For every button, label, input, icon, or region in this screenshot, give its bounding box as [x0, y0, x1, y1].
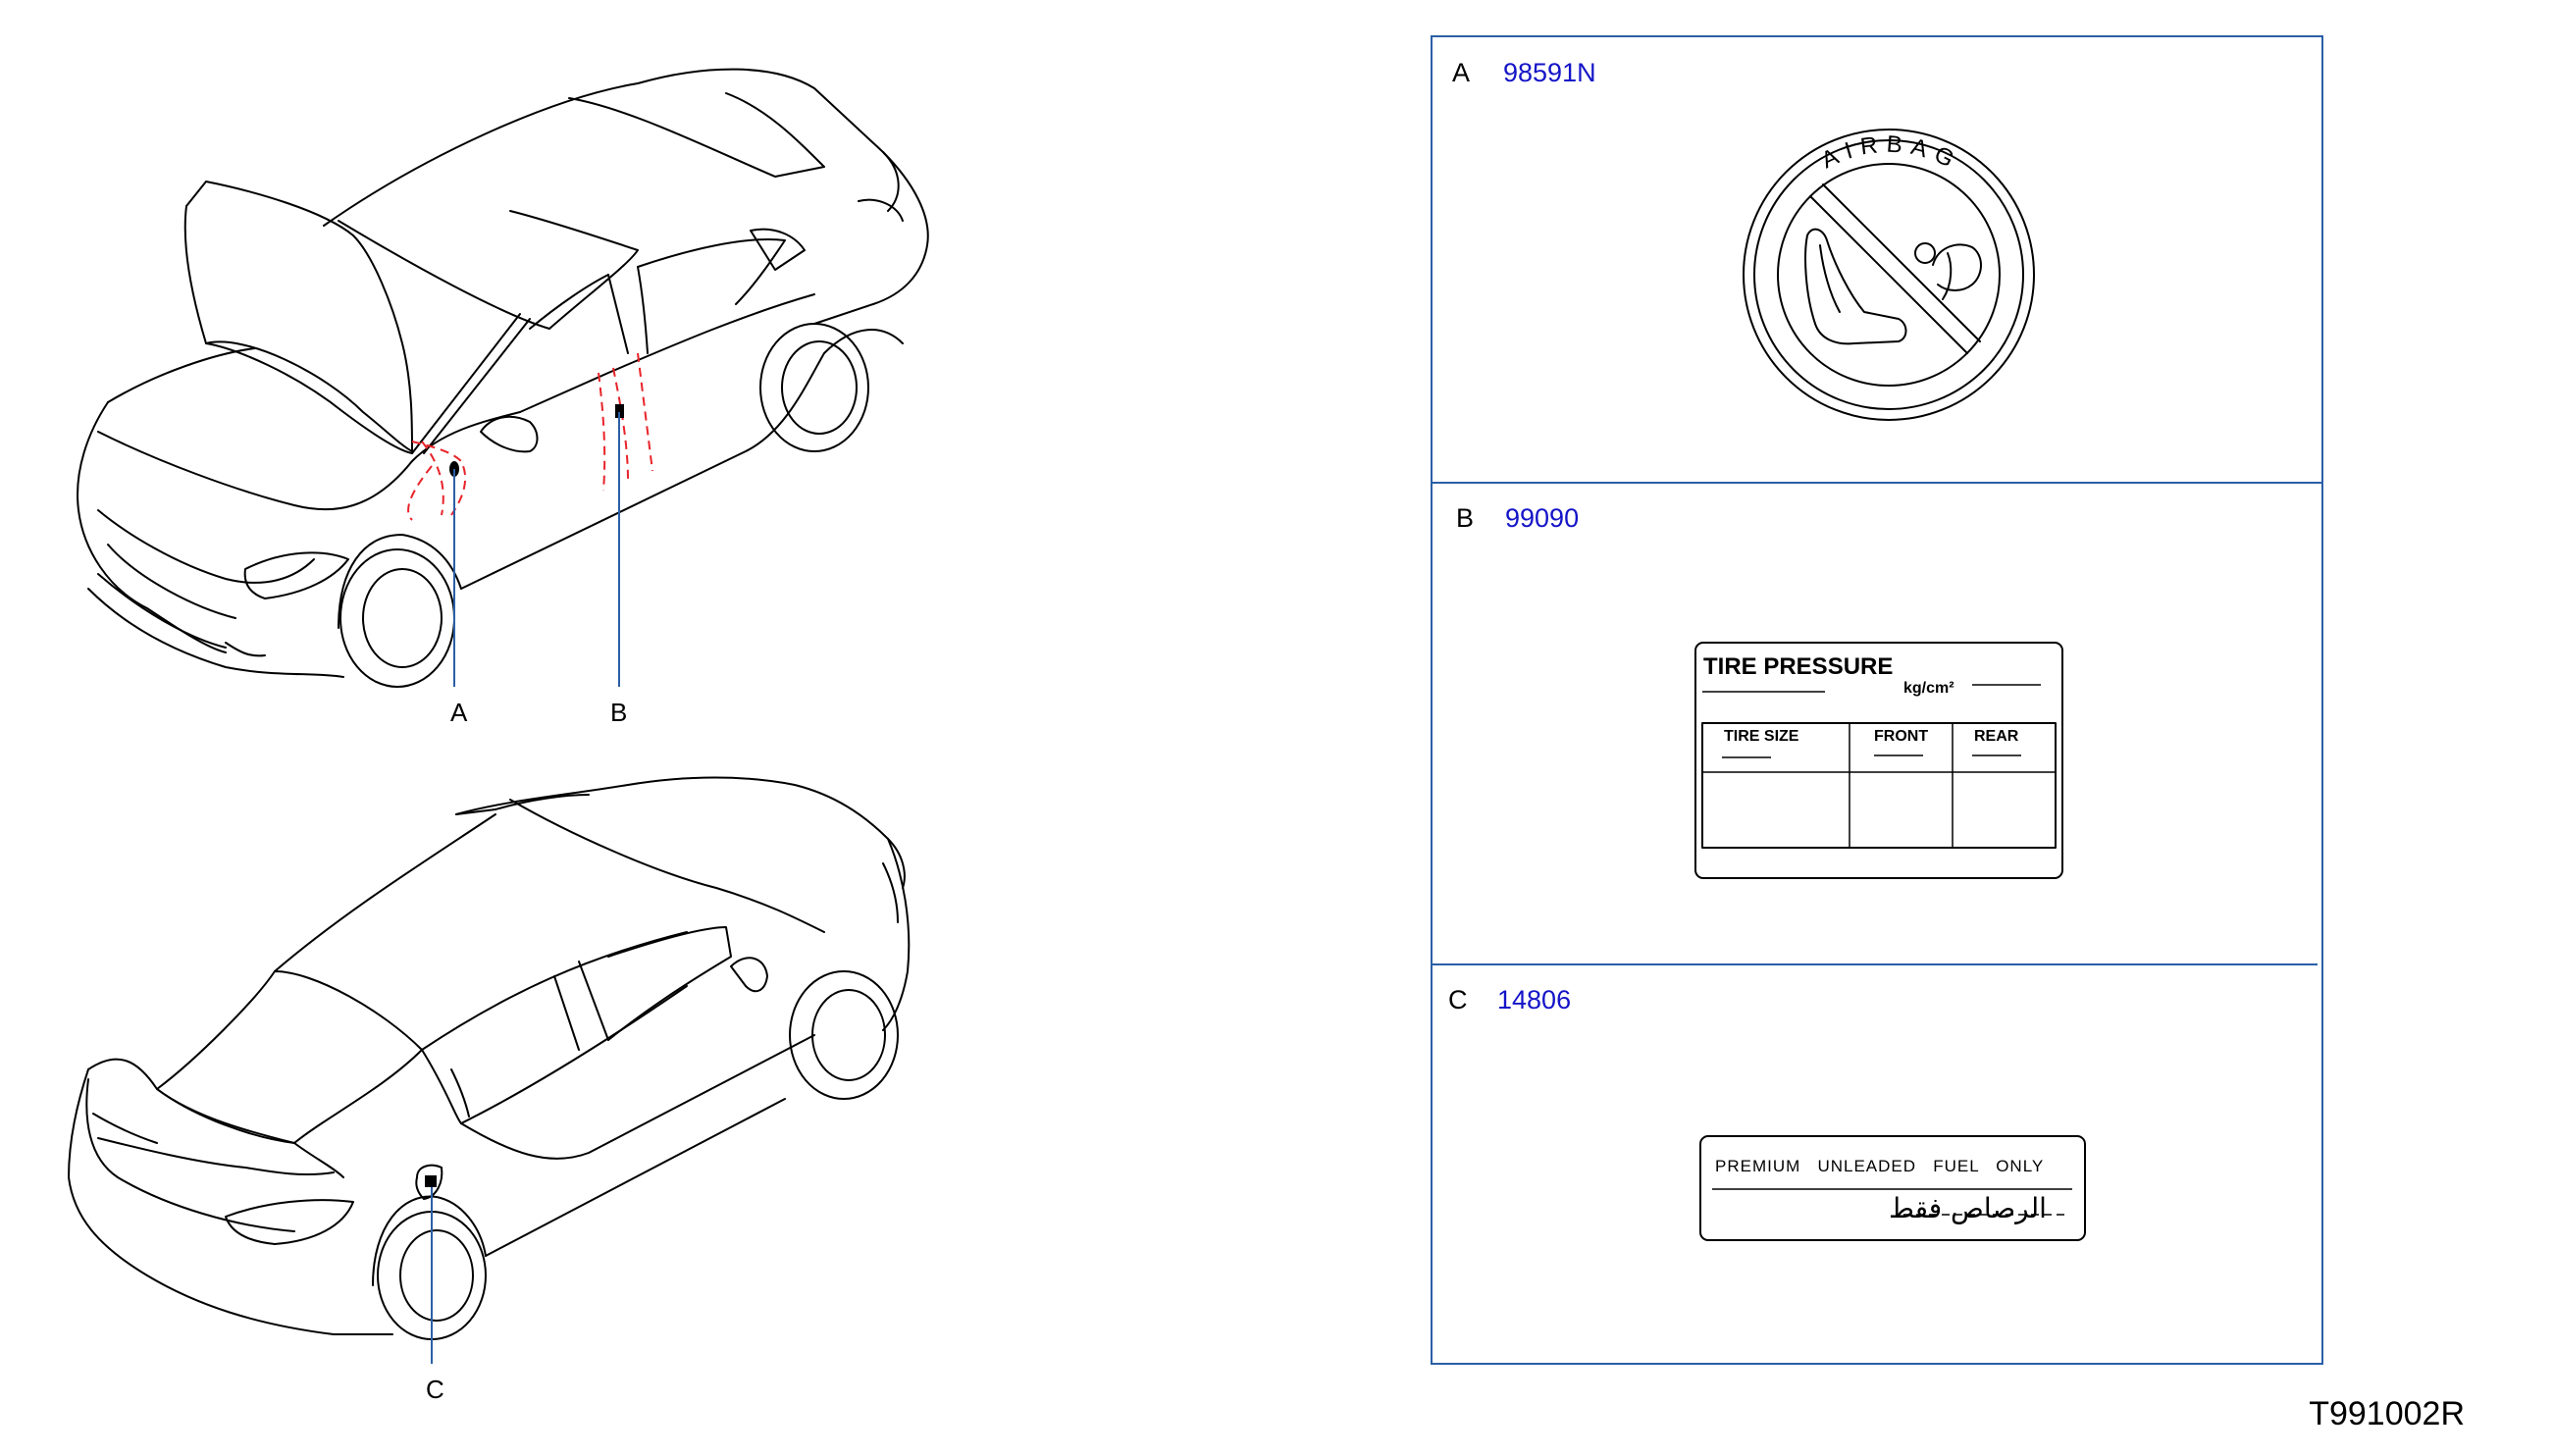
front-header: FRONT: [1874, 728, 1929, 745]
panel-a-letter: A: [1452, 58, 1471, 87]
panel-b-part-number: 99090: [1505, 503, 1580, 533]
panel-b-letter: B: [1456, 503, 1475, 533]
panel-a-part-number: 98591N: [1503, 58, 1596, 87]
airbag-icon: [1933, 244, 1981, 290]
airbag-ring-text: AIRBAG: [1817, 130, 1965, 177]
fuel-label-english: PREMIUM UNLEADED FUEL ONLY: [1715, 1157, 2045, 1175]
callout-a-top: A: [450, 698, 468, 727]
panel-c-part-number: 14806: [1497, 985, 1572, 1014]
diagram-code: T991002R: [2309, 1395, 2465, 1432]
callout-c: C: [426, 1375, 444, 1404]
tire-pressure-unit: kg/cm²: [1903, 680, 1954, 697]
panel-c-letter: C: [1448, 985, 1468, 1014]
rear-header: REAR: [1974, 728, 2019, 745]
airbag-warning-label: [1744, 130, 2034, 420]
fuel-label: [1700, 1136, 2085, 1240]
car-rear-view: [69, 778, 909, 1365]
tire-pressure-title: TIRE PRESSURE: [1703, 653, 1894, 680]
car-front-view: [78, 70, 928, 687]
callout-b: B: [610, 698, 628, 727]
fuel-label-arabic: الرصاص فقط: [1889, 1192, 2047, 1224]
tire-size-header: TIRE SIZE: [1724, 728, 1799, 745]
